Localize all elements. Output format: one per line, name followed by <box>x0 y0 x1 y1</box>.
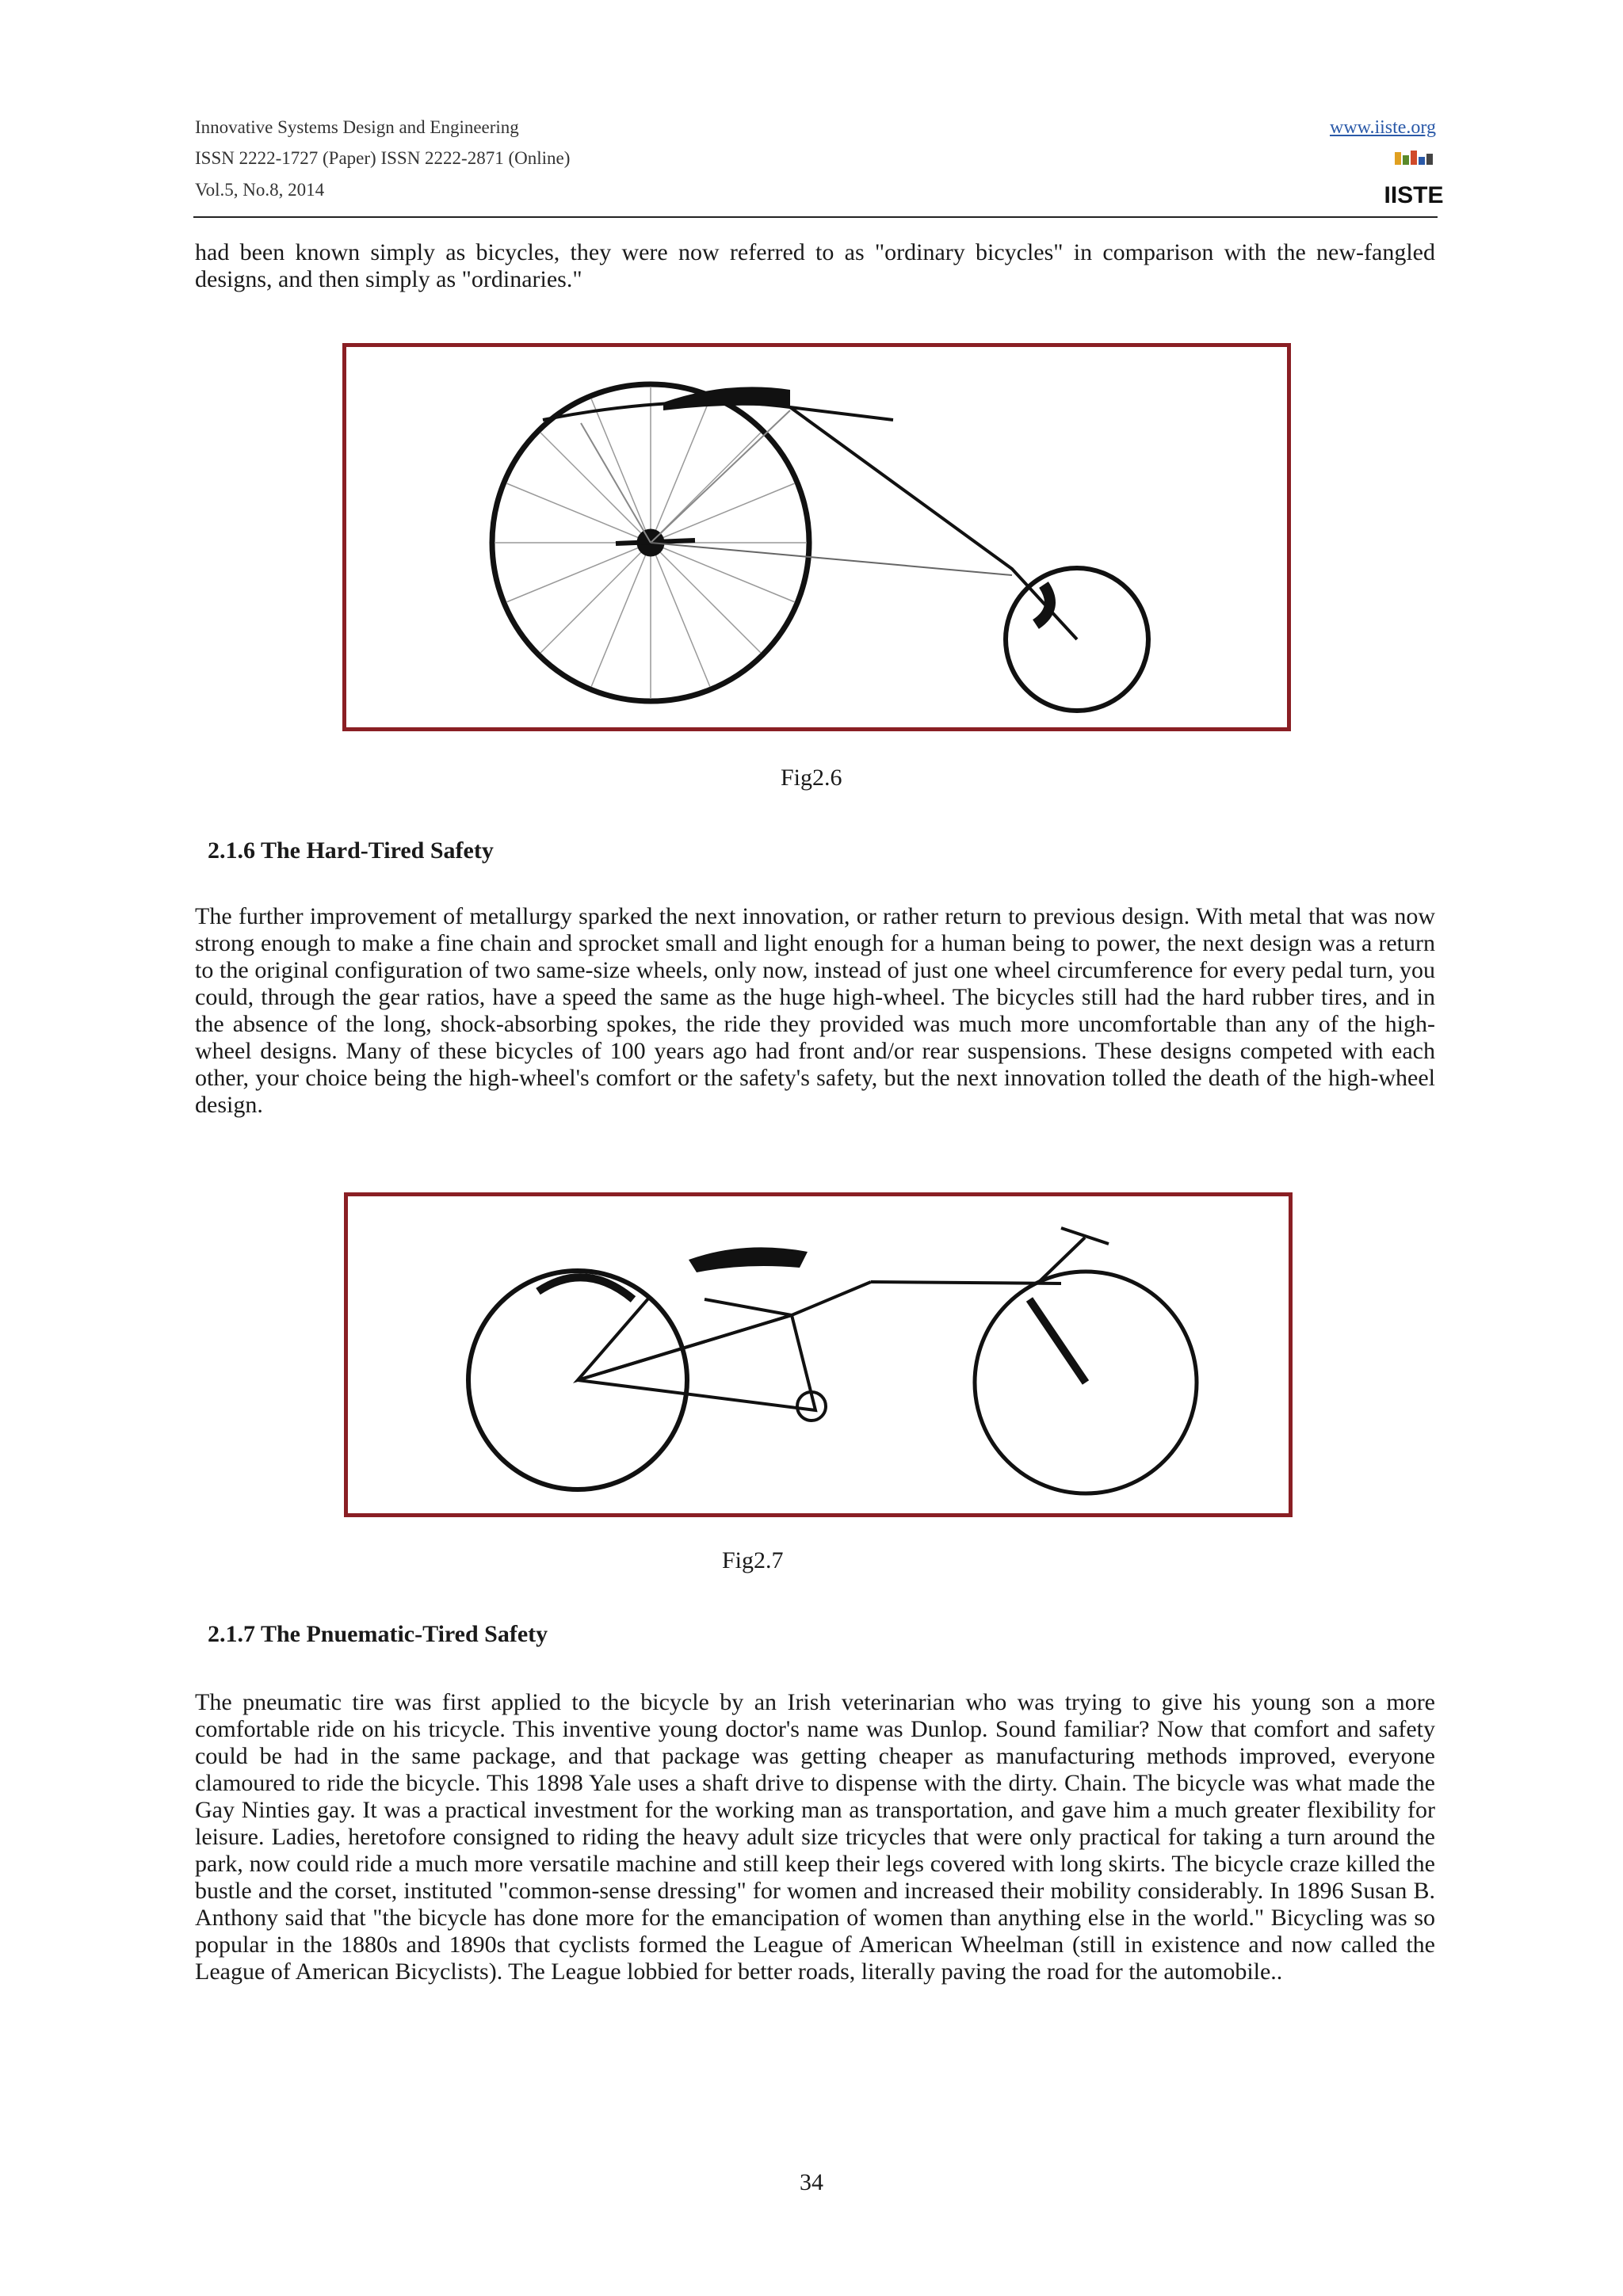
saddle <box>689 1247 808 1272</box>
issn-line: ISSN 2222-1727 (Paper) ISSN 2222-2871 (Online) <box>195 148 571 168</box>
chain-stay <box>578 1299 815 1410</box>
journal-name: Innovative Systems Design and Engineering <box>195 117 519 137</box>
figure-safety-bicycle <box>344 1192 1293 1517</box>
figure-caption-2-7: Fig2.7 <box>722 1547 784 1573</box>
safety-bicycle-illustration <box>348 1196 1289 1513</box>
handlebar-link <box>871 1282 1061 1283</box>
logo-lettering: IISTE <box>1384 182 1444 208</box>
header-rule <box>193 216 1438 218</box>
high-wheel-bicycle-illustration <box>346 347 1287 727</box>
intro-paragraph: had been known simply as bicycles, they were now referred to as "ordinary bicycles" in comparison with the new-fangled designs, and then simply as "ordinaries." <box>195 239 1435 292</box>
iiste-logo <box>1384 147 1444 208</box>
figure-high-wheel-bicycle <box>342 343 1291 731</box>
section-heading-2-1-6: 2.1.6 The Hard-Tired Safety <box>208 837 494 864</box>
section-2-1-6-paragraph: The further improvement of metallurgy sparked the next innovation, or rather return to previous design. With metal that was now strong enough to make a fine chain and sprocket small and light enough for a human being to power, the next design was a return to the original configuration of two same-size wheels, only now, instead of just one wheel circumference for every pedal turn, you could, through the gear ratios, have a speed the same as the huge high-wheel. The bicycles still had the hard rubber tires, and in the absence of the long, shock-absorbing spokes, the ride they provided was much more uncomfortable than any of the high-wheel designs. Many of these bicycles of 100 years ago had front and/or rear suspensions. These designs competed with each other, your choice being the high-wheel's comfort or the safety's safety, but the next innovation tolled the death of the high-wheel design. <box>195 903 1435 1118</box>
fork-right <box>651 410 790 543</box>
volume-line: Vol.5, No.8, 2014 <box>195 180 325 200</box>
page-number: 34 <box>800 2169 823 2195</box>
front-suspension-fork <box>1029 1299 1086 1383</box>
journal-url-link[interactable]: www.iiste.org <box>1330 117 1436 138</box>
section-2-1-7-paragraph: The pneumatic tire was first applied to the bicycle by an Irish veterinarian who was trying to give his young son a more comfortable ride on his tricycle. This inventive young doctor's name was Dunlop. Sound familiar? Now that comfort and safety could be had in the same package, and that package was getting cheaper as manufacturing methods improved, everyone clamoured to ride the bicycle. This 1898 Yale uses a shaft drive to dispense with the dirty. Chain. The bicycle was what made the Gay Ninties gay. It was a practical investment for the working man as transportation, and gave him a much greater flexibility for leisure. Ladies, heretofore consigned to riding the heavy adult size tricycles that were only practical for taking a turn around the park, now could ride a much more versatile machine and still keep their legs covered with long skirts. The bicycle craze killed the bustle and the corset, instituted "common-sense dressing" for women and increased their mobility considerably. In 1896 Susan B. Anthony said that "the bicycle has done more for the emancipation of women than anything else in the world." Bicycling was so popular in the 1880s and 1890s that cyclists formed the League of American Wheelman (still in existence and now called the League of American Bicyclists). The League lobbied for better roads, literally paving the road for the automobile.. <box>195 1689 1435 1985</box>
backbone-frame <box>790 407 1077 639</box>
saddle <box>663 387 790 410</box>
figure-caption-2-6: Fig2.6 <box>781 765 842 791</box>
rear-stay <box>651 543 1012 575</box>
handlebar <box>1037 1228 1109 1283</box>
section-heading-2-1-7: 2.1.7 The Pnuematic-Tired Safety <box>208 1621 548 1647</box>
